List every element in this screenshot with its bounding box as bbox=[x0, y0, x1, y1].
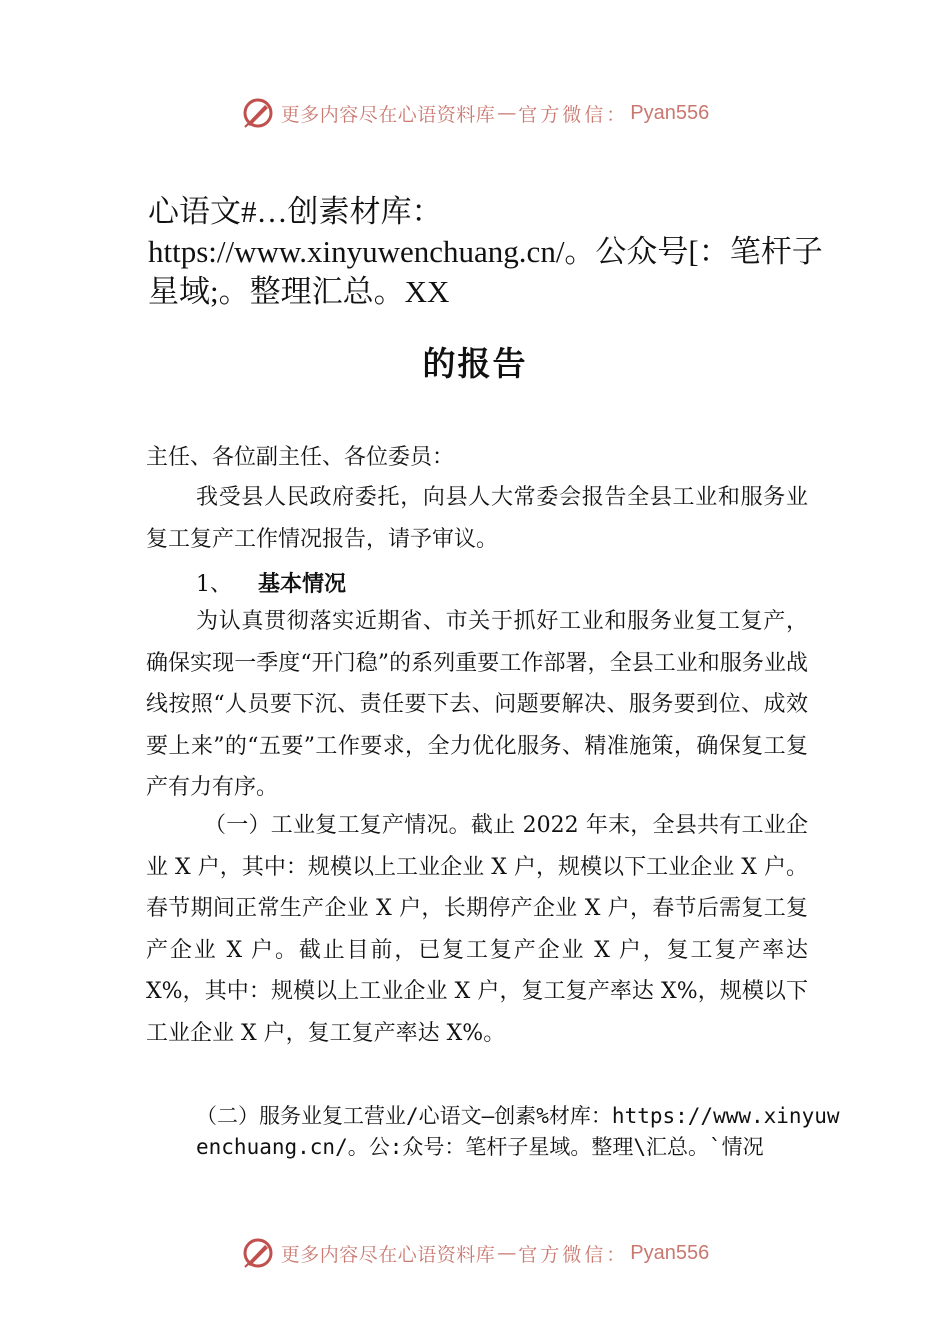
watermark-banner-bottom bbox=[0, 1236, 950, 1270]
banner-text: 更多内容尽在心语资料库 bbox=[280, 1243, 496, 1266]
banner-separator: — bbox=[497, 1242, 517, 1264]
section-heading bbox=[196, 565, 346, 605]
banner-wechat-id: Pyan556 bbox=[630, 1241, 710, 1264]
banner-separator: — bbox=[497, 102, 517, 124]
banner-label: 官方微信： bbox=[518, 1243, 629, 1266]
banner-label: 官方微信： bbox=[518, 103, 629, 126]
pen-logo-icon bbox=[241, 1236, 275, 1270]
watermark-banner-top bbox=[0, 96, 950, 130]
document-title: 的报告 bbox=[422, 344, 528, 383]
header-notice: 心语文#…创素材库：https://www.xinyuwenchuang.cn/。公众号[：笔杆子星域;。整理汇总。XX bbox=[148, 194, 823, 309]
paragraph-service: （二）服务业复工营业/心语文—创素%材库：https://www.xinyuwenchuang.cn/。公:众号：笔杆子星域。整理\汇总。`情况 bbox=[196, 1104, 840, 1159]
section-title: 基本情况 bbox=[258, 572, 347, 597]
section-number: 1、 bbox=[196, 572, 232, 597]
salutation: 主任、各位副主任、各位委员： bbox=[146, 445, 455, 470]
pen-logo-icon bbox=[241, 96, 275, 130]
paragraph-intro: 我受县人民政府委托，向县人大常委会报告全县工业和服务业复工复产工作情况报告，请予审议。 bbox=[146, 485, 808, 552]
banner-wechat-id: Pyan556 bbox=[630, 101, 710, 124]
paragraph-basic: 为认真贯彻落实近期省、市关于抓好工业和服务业复工复产，确保实现一季度“开门稳”的系列重要工作部署，全县工业和服务业战线按照“人员要下沉、责任要下去、问题要解决、服务要到位、成效要上来”的“五要”工作要求，全力优化服务、精准施策，确保复工复产有力有序。 bbox=[146, 609, 808, 800]
paragraph-industry: （一）工业复工复产情况。截止 2022 年末，全县共有工业企业 X 户，其中：规模以上工业企业 X 户，规模以下工业企业 X 户。春节期间正常生产企业 X 户，长期停产企业 X 户，春节后需复工复产企业 X 户。截止目前，已复工复产企业 X 户，复工复产率达 X%，其中：规模以上工业企业 X 户，复工复产率达 X%，规模以下工业企业 X 户，复工复产率达 X%。 bbox=[146, 813, 808, 1046]
banner-text: 更多内容尽在心语资料库 bbox=[280, 103, 496, 126]
